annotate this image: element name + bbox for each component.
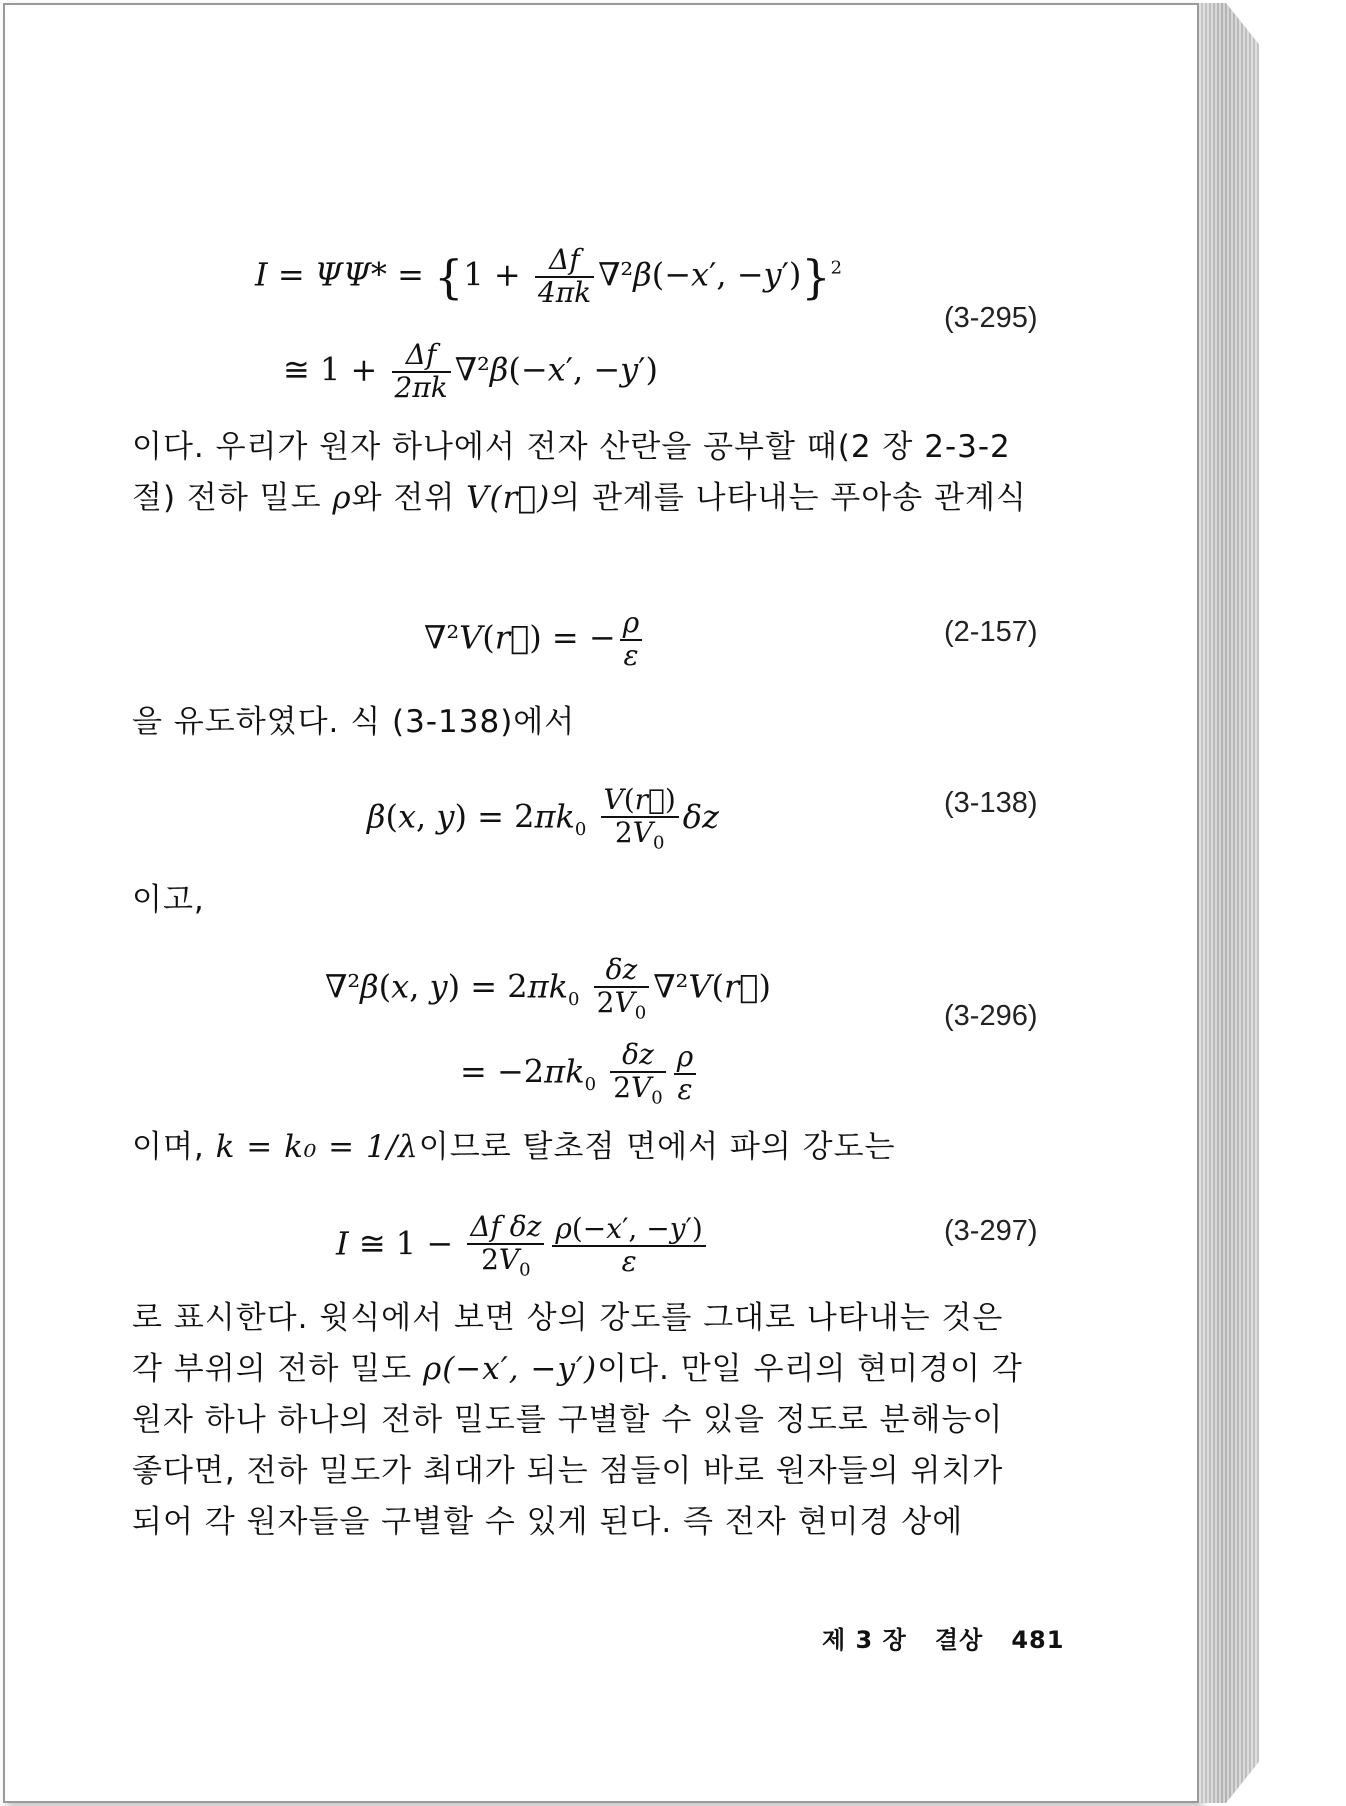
equation-2-157: ∇²V(r⃗) = − $\frac{\rho}{\varepsilon}$ xyxy=(424,608,646,672)
chapter-title: 결상 xyxy=(934,1626,984,1654)
paragraph-3: 이고, xyxy=(132,882,205,918)
equation-3-296-line2: = $-2\pi k_0$ $\frac{\delta z}{2V_0}$ $\frac{\rho}{\varepsilon}$ xyxy=(460,1040,700,1108)
equation-3-297: I ≅ 1 − $\frac{\text{Δf δz}}{2V_0}$ $\frac{\rho(-x', -y')}{\varepsilon}$ xyxy=(336,1212,710,1280)
page-number: 481 xyxy=(1011,1626,1065,1654)
equation-number: (3-295) xyxy=(944,302,1038,334)
equation-number: (3-138) xyxy=(944,787,1038,819)
chapter-label: 제 3 장 xyxy=(822,1626,907,1654)
paragraph-4: 이며, k = k₀ = 1/λ이므로 탈초점 면에서 파의 강도는 xyxy=(132,1129,896,1165)
equation-number: (3-297) xyxy=(944,1215,1038,1247)
running-footer xyxy=(822,1620,1064,1655)
equation-3-138: β(x, $y) = 2\pi k_0$ $\frac{V(r⃗)}{2V_0}$ δz xyxy=(367,783,719,854)
equation-3-295-line2: ≅ 1 + $\frac{\Delta f}{2\pi k}$ ∇²β(−x′, −y′) xyxy=(283,338,658,404)
equation-3-296-line1: ∇²β(x, $y) = 2\pi k_0$ $\frac{\delta z}{2V_0}$ ∇²V(r⃗) xyxy=(325,953,771,1024)
equation-3-295-line1: I = ΨΨ* = {1 + $\frac{\Delta f}{4\pi k}$ ∇²β(−x′, −y′)}$^2$ xyxy=(255,243,843,309)
equation-number: (3-296) xyxy=(944,1000,1038,1032)
page-stack-lines xyxy=(1199,3,1259,1803)
paragraph-5: 로 표시한다. 윗식에서 보면 상의 강도를 그대로 나타내는 것은 각 부위의 전하 밀도 ρ(−x′, −y′)이다. 만일 우리의 현미경이 각 원자 하나 하나의 전하 밀도를 구별할 수 있을 정도로 분해능이 좋다면, 전하 밀도가 최대가 되는 점들이 바로 원자들의 위치가 되어 각 원자들을 구별할 수 있게 된다. 즉 전자 현미경 상에 xyxy=(132,1300,1023,1540)
paragraph-1: 이다. 우리가 원자 하나에서 전자 산란을 공부할 때(2 장 2-3-2 절) 전하 밀도 ρ와 전위 V(r⃗)의 관계를 나타내는 푸아송 관계식 xyxy=(132,429,1027,516)
paragraph-2: 을 유도하였다. 식 (3-138)에서 xyxy=(132,704,576,740)
equation-number: (2-157) xyxy=(944,616,1038,648)
